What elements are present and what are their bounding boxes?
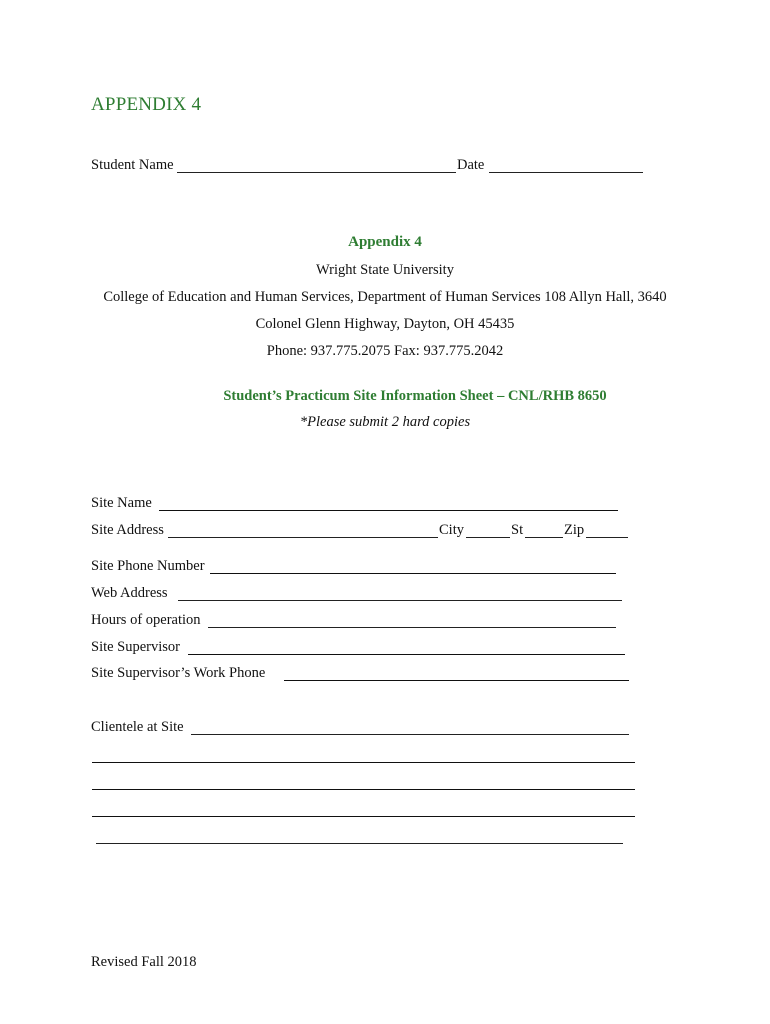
letterhead-title: Appendix 4	[348, 234, 422, 250]
supervisor-field[interactable]	[188, 654, 625, 655]
clientele-line-5[interactable]	[96, 843, 623, 844]
clientele-field[interactable]	[191, 734, 629, 735]
hours-label: Hours of operation	[91, 612, 201, 628]
site-name-field[interactable]	[159, 510, 618, 511]
hours-field[interactable]	[208, 627, 616, 628]
clientele-line-4[interactable]	[92, 816, 635, 817]
student-name-label: Student Name	[91, 157, 174, 173]
web-address-label: Web Address	[91, 585, 168, 601]
city-field[interactable]	[466, 537, 510, 538]
supervisor-phone-label: Site Supervisor’s Work Phone	[91, 665, 266, 681]
st-field[interactable]	[525, 537, 563, 538]
site-phone-field[interactable]	[210, 573, 616, 574]
form-title: Student’s Practicum Site Information Sheet – CNL/RHB 8650	[223, 388, 607, 404]
web-address-field[interactable]	[178, 600, 622, 601]
site-address-label: Site Address	[91, 522, 164, 538]
supervisor-label: Site Supervisor	[91, 639, 181, 655]
site-phone-label: Site Phone Number	[91, 558, 205, 574]
student-name-field[interactable]	[177, 172, 456, 173]
zip-label: Zip	[564, 522, 585, 538]
city-label: City	[439, 522, 464, 538]
address-line-2: Colonel Glenn Highway, Dayton, OH 45435	[255, 316, 515, 332]
date-field[interactable]	[489, 172, 643, 173]
st-label: St	[511, 522, 524, 538]
date-label: Date	[457, 157, 485, 173]
phone-fax: Phone: 937.775.2075 Fax: 937.775.2042	[266, 343, 504, 359]
university-name: Wright State University	[316, 262, 454, 278]
submit-note: *Please submit 2 hard copies	[299, 414, 471, 430]
clientele-line-2[interactable]	[92, 762, 635, 763]
clientele-label: Clientele at Site	[91, 719, 184, 735]
clientele-line-3[interactable]	[92, 789, 635, 790]
site-address-field[interactable]	[168, 537, 438, 538]
supervisor-phone-field[interactable]	[284, 680, 629, 681]
revised-date: Revised Fall 2018	[91, 954, 197, 970]
zip-field[interactable]	[586, 537, 628, 538]
address-line-1: College of Education and Human Services, Department of Human Services 108 Allyn Hall, 3640	[103, 289, 667, 305]
appendix-heading: APPENDIX 4	[91, 94, 202, 115]
site-name-label: Site Name	[91, 495, 152, 511]
